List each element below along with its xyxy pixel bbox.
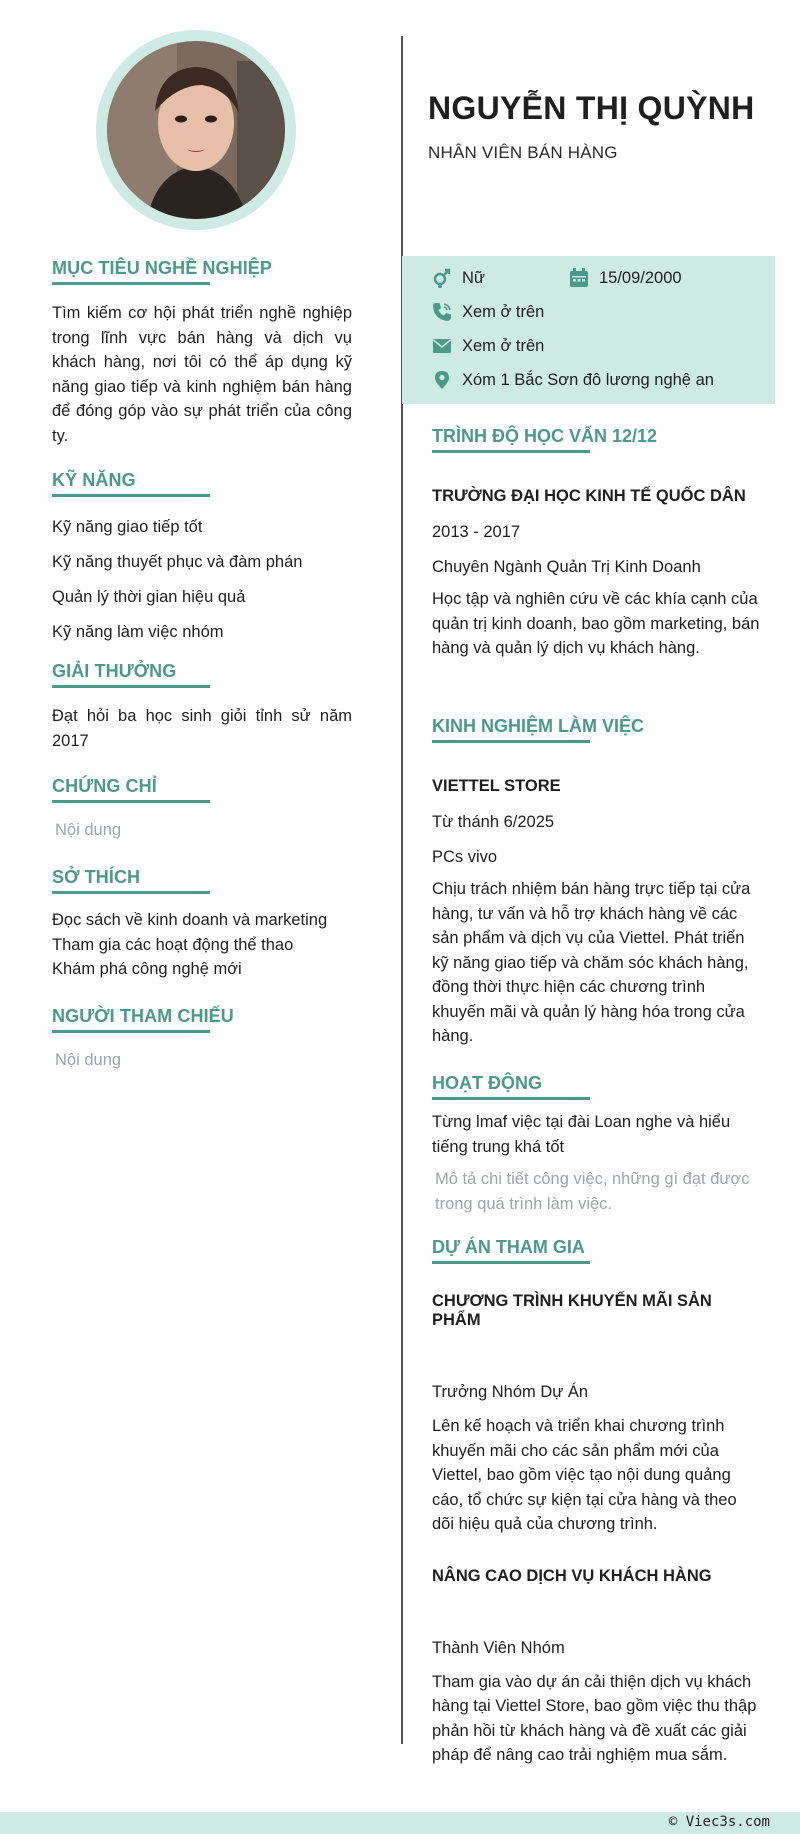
projects-section: [432, 1237, 762, 1768]
experience-section: [432, 716, 762, 1049]
project-role: Trưởng Nhóm Dự Án: [432, 1383, 589, 1401]
mail-icon: [432, 336, 452, 356]
skill-item: Kỹ năng thuyết phục và đàm phán: [52, 553, 303, 571]
project-name: CHƯƠNG TRÌNH KHUYẾN MÃI SẢN PHẨM: [432, 1292, 712, 1329]
candidate-role: NHÂN VIÊN BÁN HÀNG: [428, 143, 618, 162]
objective-text: Tìm kiếm cơ hội phát triển nghề nghiệp trong lĩnh vực bán hàng và dịch vụ khách hàng, nơi tôi có thể áp dụng kỹ năng giao tiếp và kinh nghiệm bán hàng để đóng góp vào sự phát triển của công ty.: [52, 304, 352, 445]
phone-icon: [432, 302, 452, 322]
certificates-title: CHỨNG CHỈ: [52, 776, 352, 801]
skills-section: [52, 470, 352, 657]
location-icon: [432, 370, 452, 390]
skill-item: Quản lý thời gian hiệu quả: [52, 588, 246, 606]
projects-title: DỰ ÁN THAM GIA: [432, 1237, 762, 1262]
certificates-placeholder: Nội dung: [55, 821, 122, 839]
footer-bar: [0, 1812, 800, 1834]
references-section: [52, 1006, 352, 1070]
skill-item: Kỹ năng làm việc nhóm: [52, 623, 224, 641]
calendar-icon: [569, 268, 589, 288]
experience-position: PCs vivo: [432, 848, 498, 866]
activities-title: HOẠT ĐỘNG: [432, 1073, 762, 1098]
education-school: TRƯỜNG ĐẠI HỌC KINH TẾ QUỐC DÂN: [432, 487, 746, 505]
avatar: [107, 41, 285, 219]
gender-row: [432, 268, 485, 288]
education-description: Học tập và nghiên cứu về các khía cạnh của quản trị kinh doanh, bao gồm marketing, bán hàng và quản lý dịch vụ khách hàng.: [432, 590, 760, 657]
skills-title: KỸ NĂNG: [52, 470, 352, 495]
phone-row: [432, 302, 544, 322]
address-value: Xóm 1 Bắc Sơn đô lương nghệ an: [462, 370, 714, 389]
skill-item: Kỹ năng giao tiếp tốt: [52, 518, 203, 536]
awards-text: Đạt hỏi ba học sinh giỏi tỉnh sử năm 2017: [52, 707, 352, 750]
education-title: TRÌNH ĐỘ HỌC VẤN 12/12: [432, 426, 762, 451]
education-major: Chuyên Ngành Quản Trị Kinh Doanh: [432, 558, 701, 576]
objective-section: [52, 258, 352, 448]
hobby-item: Khám phá công nghệ mới: [52, 960, 242, 978]
project-description: Lên kế hoạch và triển khai chương trình khuyến mãi cho các sản phẩm mới của Viettel, bao gồm việc tạo nội dung quảng cáo, tổ chức sự kiện tại cửa hàng và theo dõi hiệu quả của chương trình.: [432, 1417, 737, 1533]
address-row: [432, 370, 714, 390]
hobby-item: Tham gia các hoạt động thể thao: [52, 935, 294, 954]
gender-icon: [432, 268, 452, 288]
education-section: [432, 426, 762, 661]
activities-text: Từng lmaf việc tại đài Loan nghe và hiểu tiếng trung khá tốt: [432, 1113, 731, 1156]
hobby-item: Đọc sách về kinh doanh và marketing: [52, 911, 328, 929]
dob-row: [569, 268, 682, 288]
footer-brand[interactable]: © Viec3s.com: [668, 1814, 770, 1830]
references-placeholder: Nội dung: [55, 1051, 122, 1069]
experience-company: VIETTEL STORE: [432, 777, 561, 795]
contact-panel: [402, 256, 775, 404]
avatar-ring: [96, 30, 296, 230]
certificates-section: [52, 776, 352, 840]
hobbies-title: SỞ THÍCH: [52, 867, 352, 892]
awards-section: [52, 661, 352, 753]
references-title: NGƯỜI THAM CHIẾU: [52, 1006, 352, 1031]
experience-title: KINH NGHIỆM LÀM VIỆC: [432, 716, 762, 741]
objective-title: MỤC TIÊU NGHỀ NGHIỆP: [52, 258, 352, 283]
gender-value: Nữ: [462, 268, 485, 287]
awards-title: GIẢI THƯỞNG: [52, 661, 352, 686]
email-row: [432, 336, 544, 356]
project-role: Thành Viên Nhóm: [432, 1638, 565, 1657]
experience-description: Chịu trách nhiệm bán hàng trực tiếp tại cửa hàng, tư vấn và hỗ trợ khách hàng về các sản phẩm và dịch vụ của Viettel. Phát triển kỹ năng giao tiếp và chăm sóc khách hàng, đồng thời thực hiện các chương trình khuyến mãi và quản lý hàng hóa trong cửa hàng.: [432, 880, 751, 1045]
activities-placeholder: Mô tả chi tiết công việc, những gì đạt được trong quá trình làm việc.: [435, 1170, 750, 1213]
dob-value: 15/09/2000: [599, 268, 682, 287]
education-period: 2013 - 2017: [432, 523, 521, 541]
hobbies-section: [52, 867, 352, 982]
candidate-name: NGUYỄN THỊ QUỲNH: [428, 90, 755, 126]
experience-period: Từ thánh 6/2025: [432, 813, 555, 831]
email-value: Xem ở trên: [462, 336, 545, 355]
project-name: NÂNG CAO DỊCH VỤ KHÁCH HÀNG: [432, 1566, 712, 1585]
activities-section: [432, 1073, 762, 1216]
phone-value: Xem ở trên: [462, 302, 545, 321]
project-description: Tham gia vào dự án cải thiện dịch vụ khách hàng tại Viettel Store, bao gồm việc thu thập phản hồi từ khách hàng và đề xuất các giải pháp để nâng cao trải nghiệm mua sắm.: [432, 1672, 757, 1764]
